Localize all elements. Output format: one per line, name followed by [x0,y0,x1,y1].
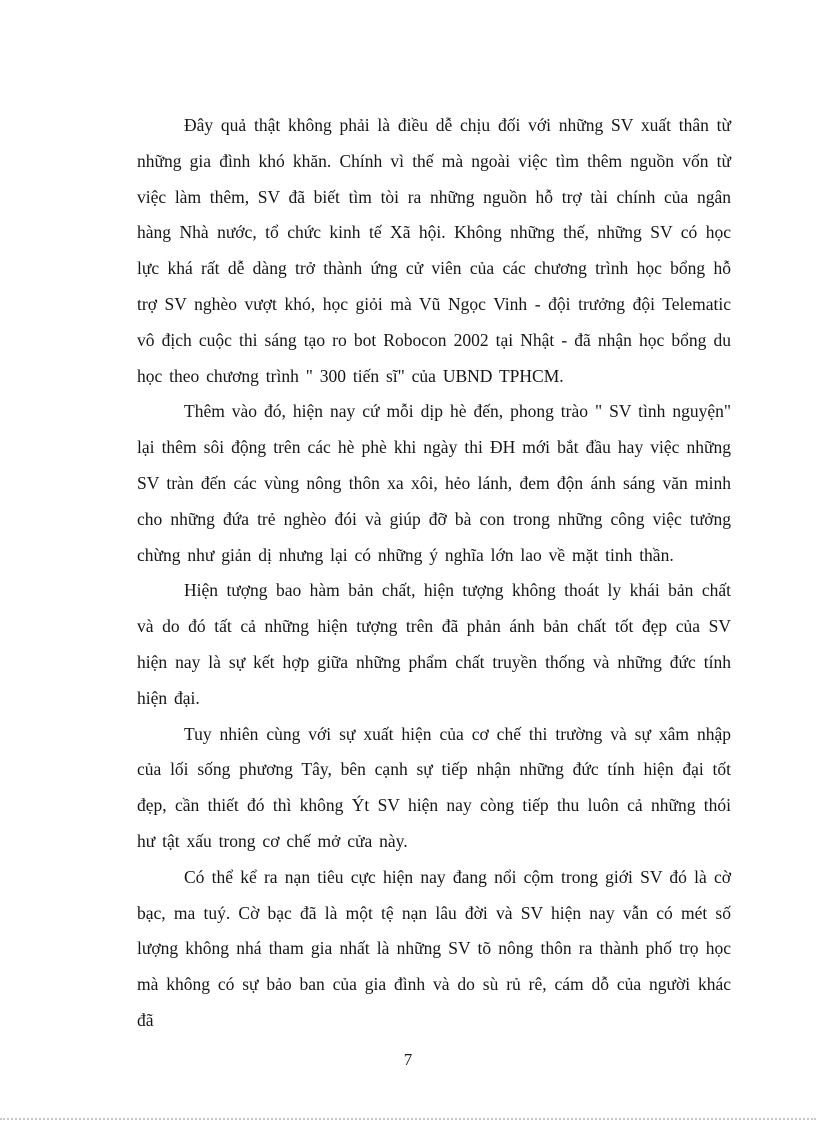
paragraph: Hiện tượng bao hàm bản chất, hiện tượng không thoát ly khái bản chất và do đó tất cả những hiện tượng trên đã phản ánh bản chất tốt đẹp của SV hiện nay là sự kết hợp giữa những phẩm chất truyền thống và những đức tính hiện đại. [137,580,731,708]
paragraph: Có thể kể ra nạn tiêu cực hiện nay đang nổi cộm trong giới SV đó là cờ bạc, ma tuý. Cờ bạc đã là một tệ nạn lâu đời và SV hiện nay vẫn có mét số lượng không nhá tham gia nhất là những SV tõ nông thôn ra thành phố trọ học mà không có sự bảo ban của gia đình và do sù rủ rê, cám dỗ của người khác đã [137,866,731,1030]
paragraph: Tuy nhiên cùng với sự xuất hiện của cơ chế thi trường và sự xâm nhập của lối sống phương Tây, bên cạnh sự tiếp nhận những đức tính hiện đại tốt đẹp, cần thiết đó thì không Ýt SV hiện nay còng tiếp thu luôn cả những thói hư tật xấu trong cơ chế mở cửa này. [137,723,731,851]
page-edge-dotted-line [0,1118,816,1120]
paragraph: Thêm vào đó, hiện nay cứ mỗi dịp hè đến, phong trào " SV tình nguyện" lại thêm sôi động trên các hè phè khi ngày thi ĐH mới bắt đầu hay việc những SV tràn đến các vùng nông thôn xa xôi, hẻo lánh, đem độn ánh sáng văn minh cho những đứa trẻ nghèo đói và giúp đỡ bà con trong những công việc tưởng chừng như giản dị nhưng lại có những ý nghĩa lớn lao về mặt tinh thần. [137,401,731,565]
text-block [137,108,731,1039]
page-number: 7 [403,1050,413,1069]
paragraph: Đây quả thật không phải là điều dễ chịu đối với những SV xuất thân từ những gia đình khó khăn. Chính vì thế mà ngoài việc tìm thêm nguồn vốn từ việc làm thêm, SV đã biết tìm tòi ra những nguồn hỗ trợ tài chính của ngân hàng Nhà nước, tổ chức kinh tế Xã hội. Không những thế, những SV có học lực khá rất dễ dàng trở thành ứng cử viên của các chương trình học bổng hỗ trợ SV nghèo vượt khó, học giỏi mà Vũ Ngọc Vinh - đội trưởng đội Telematic vô địch cuộc thi sáng tạo ro bot Robocon 2002 tại Nhật - đã nhận học bổng du học theo chương trình " 300 tiến sĩ" của UBND TPHCM. [137,115,731,386]
